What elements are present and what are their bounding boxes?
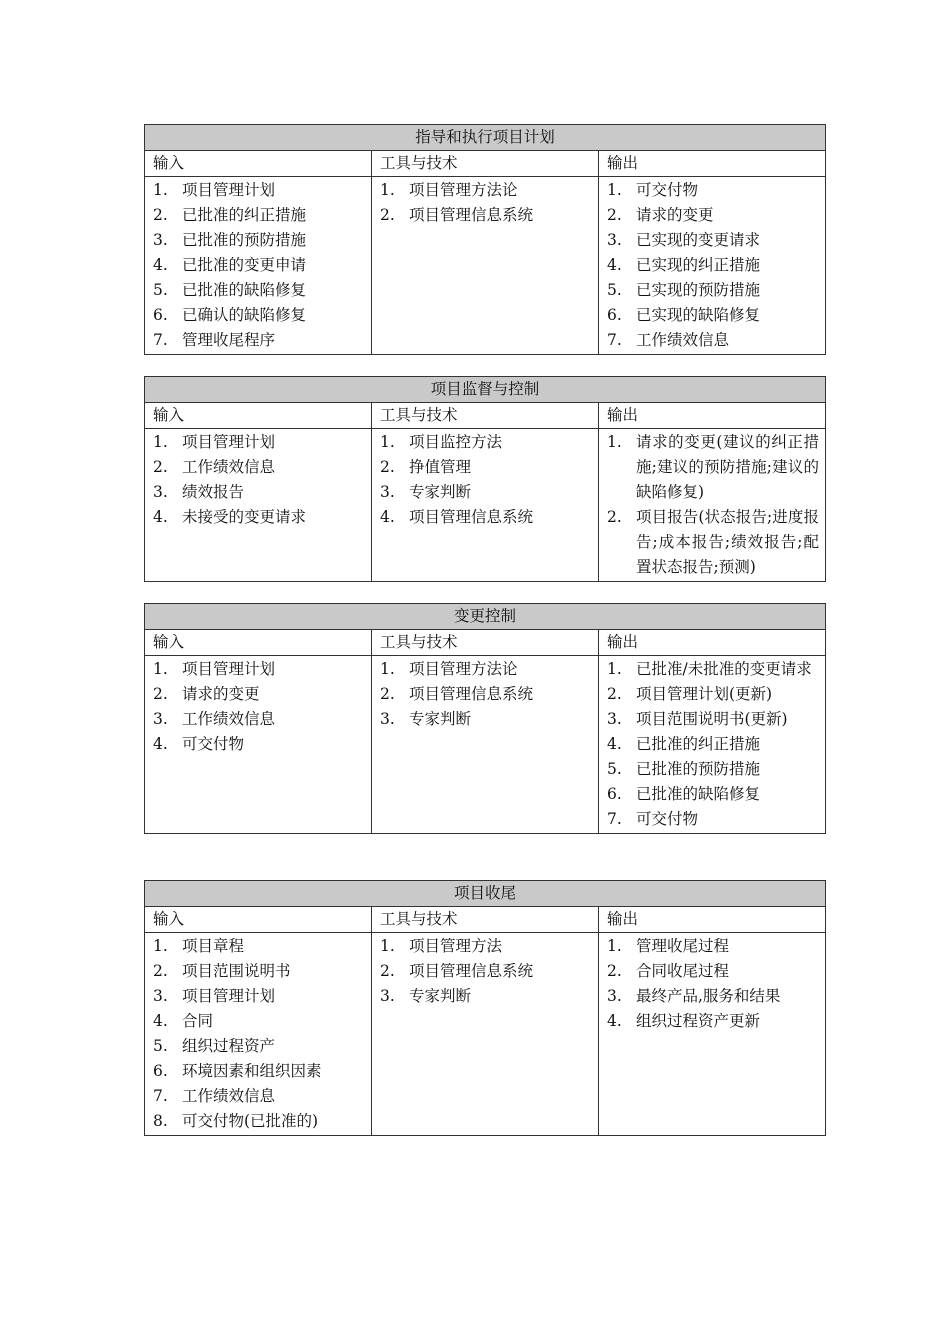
item-text: 可交付物(已批准的) bbox=[182, 1112, 319, 1130]
list-item bbox=[380, 178, 592, 203]
tools-list bbox=[380, 430, 592, 530]
list-item bbox=[607, 757, 819, 782]
item-text: 请求的变更 bbox=[182, 685, 260, 703]
list-item bbox=[607, 328, 819, 353]
item-number: 6. bbox=[607, 306, 622, 324]
item-number: 3. bbox=[380, 710, 395, 728]
item-number: 1. bbox=[380, 937, 395, 955]
item-number: 1. bbox=[380, 181, 395, 199]
list-item bbox=[153, 303, 365, 328]
item-text: 工作绩效信息 bbox=[182, 458, 276, 476]
list-item bbox=[607, 303, 819, 328]
item-text: 已确认的缺陷修复 bbox=[182, 306, 307, 324]
outputs-header: 输出 bbox=[599, 630, 826, 656]
table-title: 项目收尾 bbox=[145, 881, 826, 907]
inputs-list bbox=[153, 430, 365, 530]
item-text: 项目管理信息系统 bbox=[409, 508, 534, 526]
item-text: 可交付物 bbox=[636, 181, 699, 199]
item-text: 已批准的预防措施 bbox=[636, 760, 761, 778]
item-number: 1. bbox=[607, 937, 622, 955]
item-text: 项目管理计划(更新) bbox=[636, 685, 773, 703]
list-item bbox=[607, 959, 819, 984]
list-item bbox=[153, 682, 365, 707]
item-text: 合同 bbox=[182, 1012, 214, 1030]
item-text: 请求的变更(建议的纠正措施;建议的预防措施;建议的缺陷修复) bbox=[636, 433, 820, 501]
inputs-list bbox=[153, 657, 365, 757]
list-item bbox=[380, 455, 592, 480]
item-text: 项目范围说明书 bbox=[182, 962, 291, 980]
list-item bbox=[607, 707, 819, 732]
list-item bbox=[380, 480, 592, 505]
item-number: 1. bbox=[153, 660, 168, 678]
item-text: 已实现的纠正措施 bbox=[636, 256, 761, 274]
item-text: 管理收尾过程 bbox=[636, 937, 730, 955]
item-text: 项目管理信息系统 bbox=[409, 206, 534, 224]
list-item bbox=[153, 1034, 365, 1059]
tools-list bbox=[380, 657, 592, 732]
process-table-change-control bbox=[144, 603, 826, 834]
list-item bbox=[153, 732, 365, 757]
item-text: 项目管理计划 bbox=[182, 181, 276, 199]
item-text: 合同收尾过程 bbox=[636, 962, 730, 980]
item-number: 5. bbox=[607, 281, 622, 299]
item-number: 2. bbox=[380, 206, 395, 224]
item-text: 已批准的纠正措施 bbox=[636, 735, 761, 753]
list-item bbox=[153, 278, 365, 303]
item-number: 7. bbox=[607, 810, 622, 828]
list-item bbox=[607, 178, 819, 203]
item-number: 4. bbox=[607, 256, 622, 274]
process-table-direct-execute bbox=[144, 124, 826, 355]
inputs-header: 输入 bbox=[145, 907, 372, 933]
item-number: 5. bbox=[153, 281, 168, 299]
item-number: 5. bbox=[607, 760, 622, 778]
item-text: 项目管理计划 bbox=[182, 660, 276, 678]
item-text: 项目报告(状态报告;进度报告;成本报告;绩效报告;配置状态报告;预测) bbox=[636, 508, 820, 576]
inputs-list bbox=[153, 178, 365, 353]
item-text: 已批准/未批准的变更请求 bbox=[636, 660, 812, 678]
tools-header: 工具与技术 bbox=[372, 151, 599, 177]
list-item bbox=[380, 657, 592, 682]
item-text: 请求的变更 bbox=[636, 206, 714, 224]
item-text: 项目管理信息系统 bbox=[409, 685, 534, 703]
tools-list bbox=[380, 934, 592, 1009]
item-number: 2. bbox=[607, 685, 622, 703]
item-text: 未接受的变更请求 bbox=[182, 508, 307, 526]
item-number: 1. bbox=[153, 181, 168, 199]
table-title: 变更控制 bbox=[145, 604, 826, 630]
item-text: 已批准的变更申请 bbox=[182, 256, 307, 274]
item-text: 项目管理计划 bbox=[182, 987, 276, 1005]
item-text: 工作绩效信息 bbox=[636, 331, 730, 349]
item-number: 3. bbox=[380, 987, 395, 1005]
tools-list bbox=[380, 178, 592, 228]
item-number: 7. bbox=[153, 331, 168, 349]
item-number: 2. bbox=[153, 206, 168, 224]
item-number: 3. bbox=[607, 987, 622, 1005]
list-item bbox=[153, 1009, 365, 1034]
item-number: 1. bbox=[153, 937, 168, 955]
item-text: 环境因素和组织因素 bbox=[182, 1062, 322, 1080]
item-text: 项目管理计划 bbox=[182, 433, 276, 451]
item-number: 2. bbox=[380, 458, 395, 476]
item-text: 组织过程资产 bbox=[182, 1037, 276, 1055]
item-text: 已批准的预防措施 bbox=[182, 231, 307, 249]
item-number: 6. bbox=[153, 306, 168, 324]
list-item bbox=[607, 682, 819, 707]
tools-header: 工具与技术 bbox=[372, 630, 599, 656]
item-text: 最终产品,服务和结果 bbox=[636, 987, 781, 1005]
item-text: 专家判断 bbox=[409, 483, 472, 501]
list-item bbox=[607, 732, 819, 757]
process-table-monitor-control bbox=[144, 376, 826, 582]
list-item bbox=[153, 430, 365, 455]
list-item bbox=[607, 1009, 819, 1034]
item-text: 已实现的预防措施 bbox=[636, 281, 761, 299]
list-item bbox=[380, 505, 592, 530]
item-text: 项目章程 bbox=[182, 937, 245, 955]
item-text: 项目管理方法论 bbox=[409, 660, 518, 678]
item-text: 专家判断 bbox=[409, 710, 472, 728]
item-number: 1. bbox=[607, 181, 622, 199]
outputs-list bbox=[607, 657, 819, 832]
list-item bbox=[153, 934, 365, 959]
outputs-header: 输出 bbox=[599, 907, 826, 933]
item-number: 3. bbox=[153, 231, 168, 249]
item-text: 组织过程资产更新 bbox=[636, 1012, 761, 1030]
inputs-header: 输入 bbox=[145, 151, 372, 177]
table-title: 指导和执行项目计划 bbox=[145, 125, 826, 151]
item-number: 4. bbox=[153, 256, 168, 274]
item-text: 可交付物 bbox=[636, 810, 699, 828]
outputs-list bbox=[607, 178, 819, 353]
table-title: 项目监督与控制 bbox=[145, 377, 826, 403]
list-item bbox=[153, 984, 365, 1009]
list-item bbox=[153, 707, 365, 732]
item-number: 1. bbox=[380, 660, 395, 678]
list-item bbox=[153, 1084, 365, 1109]
item-text: 工作绩效信息 bbox=[182, 1087, 276, 1105]
list-item bbox=[380, 984, 592, 1009]
outputs-list bbox=[607, 430, 819, 580]
outputs-header: 输出 bbox=[599, 403, 826, 429]
item-text: 挣值管理 bbox=[409, 458, 472, 476]
item-text: 项目管理信息系统 bbox=[409, 962, 534, 980]
list-item bbox=[153, 203, 365, 228]
item-number: 1. bbox=[607, 433, 622, 451]
process-table-project-closure bbox=[144, 880, 826, 1136]
list-item bbox=[380, 430, 592, 455]
tools-header: 工具与技术 bbox=[372, 907, 599, 933]
list-item bbox=[153, 505, 365, 530]
list-item bbox=[380, 203, 592, 228]
item-number: 2. bbox=[607, 962, 622, 980]
item-number: 1. bbox=[153, 433, 168, 451]
item-number: 2. bbox=[153, 685, 168, 703]
inputs-header: 输入 bbox=[145, 630, 372, 656]
item-text: 项目管理方法 bbox=[409, 937, 503, 955]
item-number: 3. bbox=[153, 987, 168, 1005]
item-number: 4. bbox=[607, 735, 622, 753]
list-item bbox=[607, 505, 819, 580]
item-number: 8. bbox=[153, 1112, 168, 1130]
item-number: 3. bbox=[380, 483, 395, 501]
list-item bbox=[153, 959, 365, 984]
outputs-header: 输出 bbox=[599, 151, 826, 177]
list-item bbox=[153, 657, 365, 682]
item-text: 已实现的变更请求 bbox=[636, 231, 761, 249]
item-text: 专家判断 bbox=[409, 987, 472, 1005]
item-number: 2. bbox=[153, 962, 168, 980]
item-number: 3. bbox=[153, 710, 168, 728]
item-number: 2. bbox=[380, 962, 395, 980]
list-item bbox=[607, 253, 819, 278]
inputs-header: 输入 bbox=[145, 403, 372, 429]
item-number: 4. bbox=[380, 508, 395, 526]
list-item bbox=[607, 807, 819, 832]
list-item bbox=[380, 707, 592, 732]
list-item bbox=[153, 178, 365, 203]
item-text: 项目管理方法论 bbox=[409, 181, 518, 199]
list-item bbox=[607, 228, 819, 253]
item-text: 绩效报告 bbox=[182, 483, 245, 501]
list-item bbox=[153, 1059, 365, 1084]
item-number: 4. bbox=[607, 1012, 622, 1030]
list-item bbox=[607, 278, 819, 303]
item-number: 5. bbox=[153, 1037, 168, 1055]
item-number: 7. bbox=[153, 1087, 168, 1105]
list-item bbox=[607, 430, 819, 505]
list-item bbox=[380, 934, 592, 959]
tools-header: 工具与技术 bbox=[372, 403, 599, 429]
list-item bbox=[380, 682, 592, 707]
list-item bbox=[607, 203, 819, 228]
item-number: 7. bbox=[607, 331, 622, 349]
list-item bbox=[607, 657, 819, 682]
item-text: 已实现的缺陷修复 bbox=[636, 306, 761, 324]
item-number: 4. bbox=[153, 1012, 168, 1030]
list-item bbox=[153, 228, 365, 253]
item-number: 3. bbox=[153, 483, 168, 501]
item-text: 工作绩效信息 bbox=[182, 710, 276, 728]
item-text: 可交付物 bbox=[182, 735, 245, 753]
list-item bbox=[607, 782, 819, 807]
item-text: 已批准的缺陷修复 bbox=[182, 281, 307, 299]
item-text: 已批准的缺陷修复 bbox=[636, 785, 761, 803]
list-item bbox=[153, 480, 365, 505]
list-item bbox=[380, 959, 592, 984]
list-item bbox=[153, 1109, 365, 1134]
item-text: 项目监控方法 bbox=[409, 433, 503, 451]
item-number: 2. bbox=[607, 206, 622, 224]
item-text: 已批准的纠正措施 bbox=[182, 206, 307, 224]
item-number: 1. bbox=[607, 660, 622, 678]
list-item bbox=[153, 455, 365, 480]
list-item bbox=[153, 253, 365, 278]
outputs-list bbox=[607, 934, 819, 1034]
item-number: 2. bbox=[607, 508, 622, 526]
item-text: 管理收尾程序 bbox=[182, 331, 276, 349]
item-text: 项目范围说明书(更新) bbox=[636, 710, 788, 728]
list-item bbox=[607, 984, 819, 1009]
item-number: 3. bbox=[607, 710, 622, 728]
item-number: 4. bbox=[153, 735, 168, 753]
item-number: 4. bbox=[153, 508, 168, 526]
item-number: 3. bbox=[607, 231, 622, 249]
list-item bbox=[153, 328, 365, 353]
item-number: 6. bbox=[607, 785, 622, 803]
inputs-list bbox=[153, 934, 365, 1134]
item-number: 2. bbox=[153, 458, 168, 476]
item-number: 1. bbox=[380, 433, 395, 451]
list-item bbox=[607, 934, 819, 959]
item-number: 6. bbox=[153, 1062, 168, 1080]
item-number: 2. bbox=[380, 685, 395, 703]
